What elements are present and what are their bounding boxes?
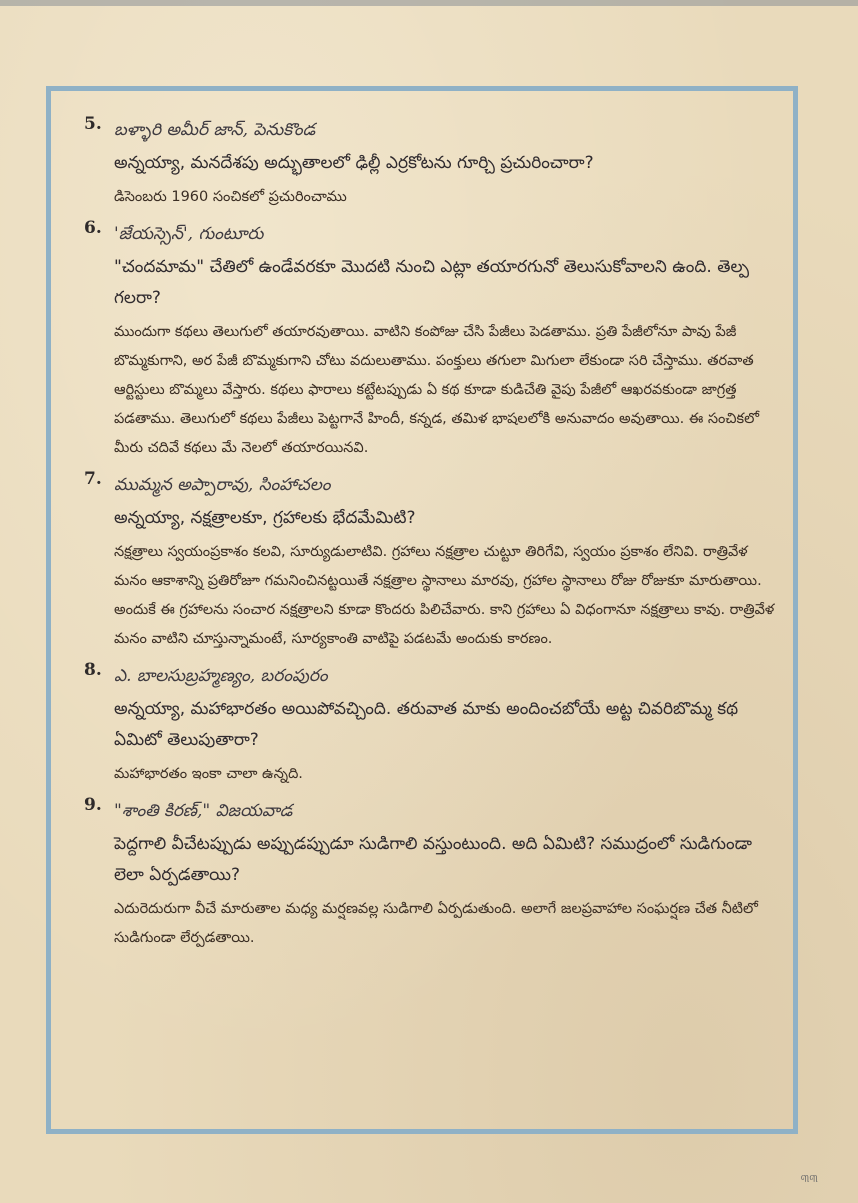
qa-item-6	[84, 218, 778, 463]
item-number: 8.	[84, 660, 102, 680]
question-text: అన్నయ్యా, మనదేశపు అద్భుతాలలో ఢిల్లీ ఎర్రకోటను గూర్చి ప్రచురించారా?	[114, 153, 594, 173]
answer-text: ఎదురెదురుగా వీచే మారుతాల మధ్య మర్షణవల్ల సుడిగాలి ఏర్పడుతుంది. అలాగే జలప్రవాహాల సంఘర్షణ చేత నీటిలో సుడిగుండా లేర్పడతాయి.	[114, 901, 758, 946]
question-text: అన్నయ్యా, నక్షత్రాలకూ, గ్రహాలకు భేదమేమిటి?	[114, 508, 416, 528]
qa-item-7	[84, 469, 778, 654]
qa-column	[84, 114, 778, 959]
item-number: 7.	[84, 469, 102, 489]
answer-text: ముందుగా కథలు తెలుగులో తయారవుతాయి. వాటిని కంపోజు చేసి పేజీలు పెడతాము. ప్రతి పేజీలోనూ పావు పేజీ బొమ్మకుగాని, అర పేజీ బొమ్మకుగాని చోటు వదులుతాము. పంక్తులు తగులా మిగులా లేకుండా సరి చేస్తాము. తరవాత ఆర్టిస్టులు బొమ్మలు వేస్తారు. కథలు ఫారాలు కట్టేటప్పుడు ఏ కథ కూడా కుడిచేతి వైపు పేజీలో ఆఖరవకుండా జాగ్రత్త పడతాము. తెలుగులో కథలు పేజీలు పెట్టగానే హిందీ, కన్నడ, తమిళ భాషలలోకి అనువాదం అవుతాయి. ఈ సంచికలో మీరు చదివే కథలు మే నెలలో తయారయినవి.	[114, 324, 759, 456]
answer-text: నక్షత్రాలు స్వయంప్రకాశం కలవి, సూర్యుడులాటివి. గ్రహాలు నక్షత్రాల చుట్టూ తిరిగేవి, స్వయం ప్రకాశం లేనివి. రాత్రివేళ మనం ఆకాశాన్ని ప్రతిరోజూ గమనించినట్టయితే నక్షత్రాల స్థానాలు మారవు, గ్రహాల స్థానాలు రోజు రోజుకూ మారుతాయి. అందుకే ఈ గ్రహాలను సంచార నక్షత్రాలని కూడా కొందరు పిలిచేవారు. కాని గ్రహాలు ఏ విధంగానూ నక్షత్రాలు కావు. రాత్రివేళ మనం వాటిని చూస్తున్నామంటే, సూర్యకాంతి వాటిపై పడటమే అందుకు కారణం.	[114, 544, 775, 647]
question-text: "చందమామ" చేతిలో ఉండేవరకూ మొదటి నుంచి ఎట్లా తయారగునో తెలుసుకోవాలని ఉంది. తెల్ప గలరా?	[114, 257, 750, 308]
item-number: 6.	[84, 218, 102, 238]
asker-name: బళ్ళారి అమీర్ జాన్, పెనుకొండ	[114, 120, 316, 140]
item-number: 9.	[84, 795, 102, 815]
answer-text: మహాభారతం ఇంకా చాలా ఉన్నది.	[114, 766, 303, 782]
question-text: అన్నయ్యా, మహాభారతం అయిపోవచ్చింది. తరువాత మాకు అందించబోయే అట్ట చివరిబొమ్మ కథ ఏమిటో తెలుపుతారా?	[114, 699, 739, 750]
asker-name: ముమ్మన అప్పారావు, సింహాచలం	[114, 475, 331, 495]
top-edge-line	[0, 0, 858, 6]
asker-name: "శాంతి కిరణ్," విజయవాడ	[114, 801, 293, 821]
answer-text: డిసెంబరు 1960 సంచికలో ప్రచురించాము	[114, 189, 347, 205]
page-number: ୩୩	[800, 1172, 818, 1185]
item-number: 5.	[84, 114, 102, 134]
question-text: పెద్దగాలి వీచేటప్పుడు అప్పుడప్పుడూ సుడిగాలి వస్తుంటుంది. అది ఏమిటి? సముద్రంలో సుడిగుండా లెలా ఏర్పడతాయి?	[114, 834, 752, 885]
qa-item-5	[84, 114, 778, 212]
qa-item-9	[84, 795, 778, 953]
asker-name: 'జేయస్సెన్', గుంటూరు	[114, 224, 264, 244]
qa-item-8	[84, 660, 778, 789]
asker-name: ఎ. బాలసుబ్రహ్మణ్యం, బరంపురం	[114, 666, 328, 686]
